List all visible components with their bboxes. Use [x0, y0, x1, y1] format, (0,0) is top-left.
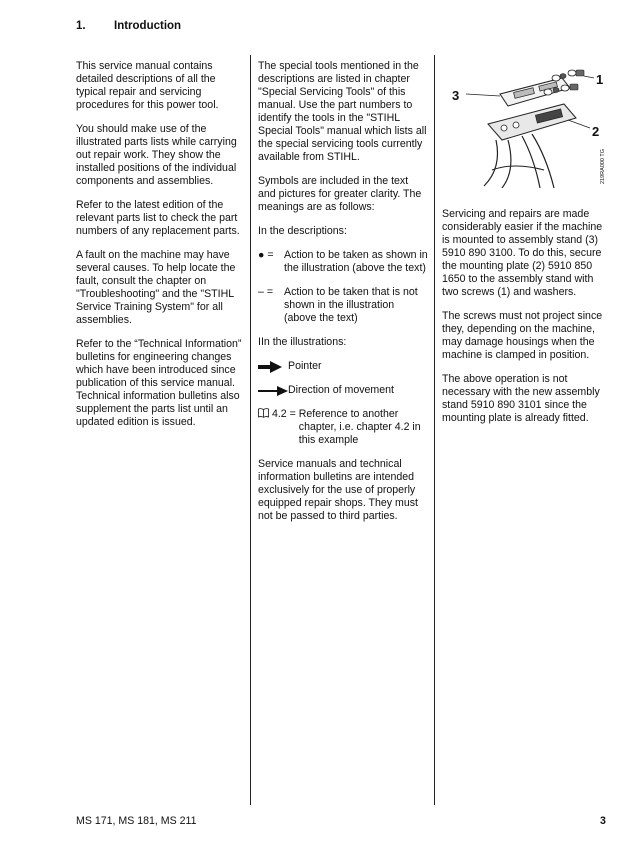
- legend-text: Action to be taken as shown in the illustration (above the text): [284, 249, 428, 274]
- footer-models: MS 171, MS 181, MS 211: [76, 815, 197, 827]
- paragraph: This service manual contains detailed descriptions of all the typical repair and servicing procedures for this power tool.: [76, 60, 219, 111]
- legend-text: Action to be taken that is not shown in the illustration (above the text): [284, 286, 418, 324]
- legend-item-pointer: [258, 360, 428, 373]
- arrow-direction-icon: [258, 385, 288, 397]
- legend-item-direction: [258, 384, 428, 397]
- figure-code: 219RA000 TG: [600, 148, 606, 184]
- paragraph: You should make use of the illustrated parts lists while carrying out repair work. They show the installed positions of the individual components and assemblies.: [76, 123, 237, 187]
- page-number: 3: [600, 815, 606, 827]
- paragraph: Servicing and repairs are made considerably easier if the machine is mounted to assembly stand (3) 5910 890 3100. To do this, secure the mounting plate (2) 5910 850 1650 to the assembly stand with two screws (1) and washers.: [442, 208, 603, 298]
- paragraph: Refer to the “Technical Information” bulletins for engineering changes which have been introduced since publication of this service manual. Technical information bulletins also supplement the parts list until an updated edition is issued.: [76, 338, 242, 428]
- legend-text: Pointer: [288, 360, 322, 372]
- legend-item-reference: [258, 408, 428, 447]
- book-reference-icon: [258, 408, 269, 418]
- subheading: IIn the illustrations:: [258, 336, 347, 348]
- legend-item-action-not-shown: [258, 286, 428, 325]
- subheading: In the descriptions:: [258, 225, 347, 237]
- column-middle: [258, 60, 428, 534]
- paragraph: Symbols are included in the text and pictures for greater clarity. The meanings are as follows:: [258, 175, 422, 213]
- arrow-pointer-icon: [258, 361, 282, 373]
- legend-text: Direction of movement: [288, 384, 394, 396]
- paragraph: The above operation is not necessary with the new assembly stand 5910 890 3101 since the mounting plate is already fitted.: [442, 373, 600, 424]
- paragraph: Service manuals and technical information bulletins are intended exclusively for the use of properly equipped repair shops. They must not be passed to third parties.: [258, 458, 418, 522]
- column-right: [442, 208, 604, 436]
- callout-1: 1: [596, 72, 604, 87]
- paragraph: The screws must not project since they, depending on the machine, may damage housings when the machine is clamped in position.: [442, 310, 603, 361]
- paragraph: A fault on the machine may have several causes. To help locate the fault, consult the chapter on "Troubleshooting" and the "STIHL Service Training System" for all assemblies.: [76, 249, 236, 326]
- callout-3: 3: [452, 88, 460, 103]
- section-title: Introduction: [114, 20, 182, 32]
- bullet-dot: ● =: [258, 249, 274, 261]
- callout-2: 2: [592, 124, 600, 139]
- assembly-stand-illustration: [444, 58, 608, 188]
- column-left: [76, 60, 242, 440]
- legend-text: Reference to another chapter, i.e. chapter 4.2 in this example: [298, 408, 421, 446]
- legend-item-action-shown: [258, 249, 428, 275]
- section-number: 1.: [76, 20, 86, 32]
- paragraph: Refer to the latest edition of the relevant parts list to check the part numbers of any replacement parts.: [76, 199, 240, 237]
- reference-number: 4.2 =: [271, 408, 296, 420]
- page-title: [76, 20, 181, 32]
- paragraph: The special tools mentioned in the descriptions are listed in chapter "Special Servicing Tools" of this manual. Use the part numbers to identify the tools in the "STIHL Special Tools" manual which lists all the special servicing tools currently available from STIHL.: [258, 60, 427, 163]
- bullet-dash: – =: [258, 286, 274, 298]
- column-divider: [434, 55, 435, 805]
- column-divider: [250, 55, 251, 805]
